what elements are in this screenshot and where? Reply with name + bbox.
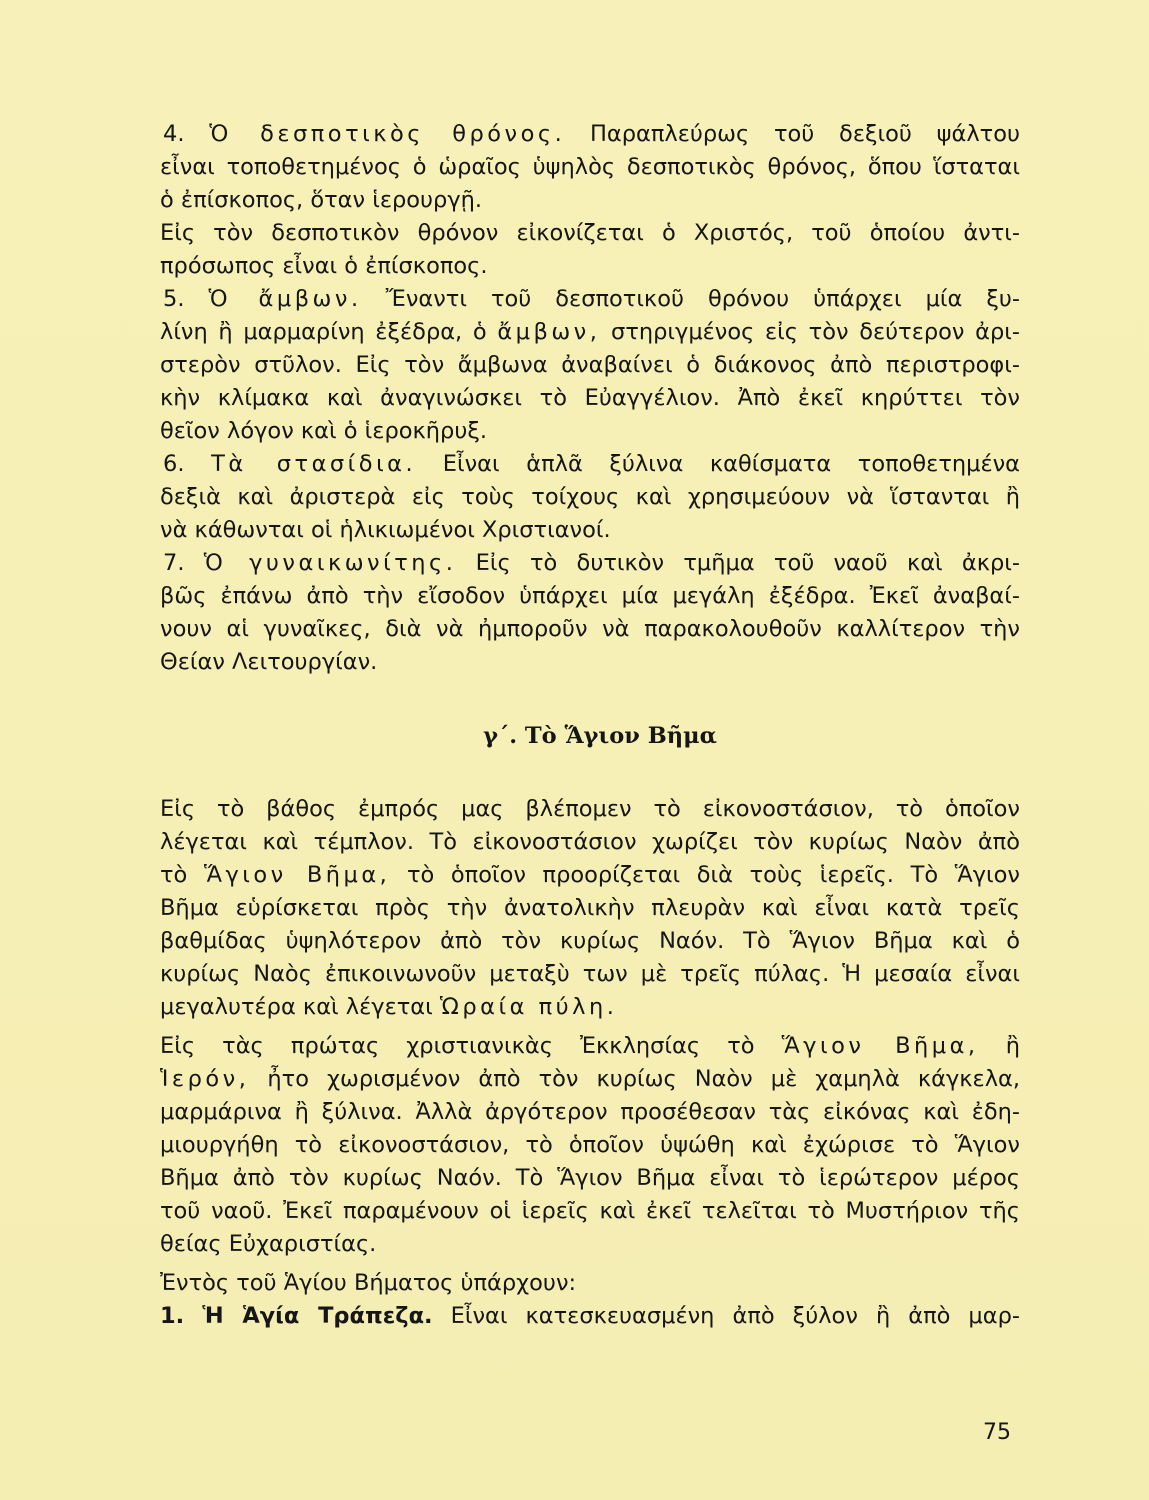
sec7-line-1: [160, 547, 1020, 580]
sec6-line-2: δεξιὰ καὶ ἀριστερὰ εἰς τοὺς τοίχους καὶ χρησιμεύουν νὰ ἵστανται ἢ: [160, 484, 1020, 510]
p1-line-4: Βῆμα εὑρίσκεται πρὸς τὴν ἀνατολικὴν πλευρὰν καὶ εἶναι κατὰ τρεῖς: [160, 895, 1020, 921]
spaced-term: Ὡραία πύλη.: [439, 994, 618, 1020]
spaced-term: Ἅγιον Βῆμα,: [781, 1033, 979, 1059]
sec7-line-2: βῶς ἐπάνω ἀπὸ τὴν εἴσοδον ὑπάρχει μία μεγάλη ἐξέδρα. Ἐκεῖ ἀναβαί-: [160, 583, 1020, 609]
p2-line-3: μαρμάρινα ἢ ξύλινα. Ἀλλὰ ἀργότερον προσέθεσαν τὰς εἰκόνας καὶ ἐδη-: [160, 1099, 1020, 1125]
sec4-line-1: [160, 118, 1020, 151]
sec5-line-3: στερὸν στῦλον. Εἰς τὸν ἄμβωνα ἀναβαίνει ὁ διάκονος ἀπὸ περιστροφι-: [160, 352, 1020, 378]
spacer: [160, 679, 1020, 719]
p1-line-5: βαθμίδας ὑψηλότερον ἀπὸ τὸν κυρίως Ναόν. Τὸ Ἅγιον Βῆμα καὶ ὁ: [160, 928, 1020, 954]
spacer: [160, 753, 1020, 793]
text-run: Εἰς τὸ δυτικὸν τμῆμα τοῦ ναοῦ καὶ ἀκρι-: [456, 550, 1021, 576]
spaced-term: Τὰ στασίδια.: [211, 451, 417, 477]
sec7-line-4: Θείαν Λειτουργίαν.: [160, 649, 378, 675]
sec5-line-4: κὴν κλίμακα καὶ ἀναγινώσκει τὸ Εὐαγγέλιον. Ἀπὸ ἐκεῖ κηρύττει τὸν: [160, 385, 1020, 411]
p2-line-5: Βῆμα ἀπὸ τὸν κυρίως Ναόν. Τὸ Ἅγιον Βῆμα εἶναι τὸ ἱερώτερον μέρος: [160, 1165, 1020, 1191]
p2-line-2: [160, 1063, 1020, 1096]
p1-line-6: κυρίως Ναὸς ἐπικοινωνοῦν μεταξὺ των μὲ τρεῖς πύλας. Ἡ μεσαία εἶναι: [160, 961, 1020, 987]
text-run: ἢ: [978, 1033, 1020, 1059]
p2-line-7: θείας Εὐχαριστίας.: [160, 1231, 377, 1257]
p1-line-1: Εἰς τὸ βάθος ἐμπρός μας βλέπομεν τὸ εἰκονοστάσιον, τὸ ὁποῖον: [160, 796, 1020, 822]
sec4-line-2: εἶναι τοποθετημένος ὁ ὡραῖος ὑψηλὸς δεσποτικὸς θρόνος, ὅπου ἵσταται: [160, 154, 1020, 180]
p2-line-6: τοῦ ναοῦ. Ἐκεῖ παραμένουν οἱ ἱερεῖς καὶ ἐκεῖ τελεῖται τὸ Μυστήριον τῆς: [160, 1198, 1020, 1224]
text-run: λίνη ἢ μαρμαρίνη ἐξέδρα, ὁ: [160, 319, 498, 345]
p2-line-1: [160, 1030, 1020, 1063]
text-run: Εἶναι κατεσκευασμένη ἀπὸ ξύλον ἢ ἀπὸ μαρ-: [432, 1303, 1020, 1329]
sec5-line-1: [160, 283, 1020, 316]
text-run: Παραπλεύρως τοῦ δεξιοῦ ψάλτου: [565, 121, 1021, 147]
text-run: στηριγμένος εἰς τὸν δεύτερον ἀρι-: [600, 319, 1020, 345]
p4-line-1: [160, 1300, 1020, 1333]
page-text: [160, 118, 1020, 1333]
sec4-line-3: ὁ ἐπίσκοπος, ὅταν ἱερουργῇ.: [160, 187, 483, 213]
sec4-line-4: Εἰς τὸν δεσποτικὸν θρόνον εἰκονίζεται ὁ Χριστός, τοῦ ὁποίου ἀντι-: [160, 220, 1020, 246]
spaced-term: Ὁ δεσποτικὸς θρόνος.: [209, 121, 566, 147]
sec6-line-3: νὰ κάθωνται οἱ ἡλικιωμένοι Χριστιανοί.: [160, 517, 611, 543]
text-run: ἦτο χωρισμένον ἀπὸ τὸν κυρίως Ναὸν μὲ χαμηλὰ κάγκελα,: [249, 1066, 1020, 1092]
text-run: Ἔναντι τοῦ δεσποτικοῦ θρόνου ὑπάρχει μία ξυ-: [361, 286, 1021, 312]
text-run: Εἶναι ἁπλᾶ ξύλινα καθίσματα τοποθετημένα: [416, 451, 1021, 477]
spaced-term: Ὁ ἄμβων.: [208, 286, 362, 312]
p1-line-2: λέγεται καὶ τέμπλον. Τὸ εἰκονοστάσιον χωρίζει τὸν κυρίως Ναὸν ἀπὸ: [160, 829, 1020, 855]
sec5-line-2: [160, 316, 1020, 349]
text-run: τὸ: [160, 862, 204, 888]
sec5-line-5: θεῖον λόγον καὶ ὁ ἱεροκῆρυξ.: [160, 418, 488, 444]
item-number: 4.: [163, 121, 185, 147]
text-run: τὸ ὁποῖον προορίζεται διὰ τοὺς ἱερεῖς. Τὸ Ἅγιον: [390, 862, 1020, 888]
p3-line-1: Ἐντὸς τοῦ Ἁγίου Βήματος ὑπάρχουν:: [160, 1270, 577, 1296]
sec6-line-1: [160, 448, 1020, 481]
bold-term: Ἡ Ἁγία Τράπεζα.: [202, 1303, 433, 1329]
p2-line-4: μιουργήθη τὸ εἰκονοστάσιον, τὸ ὁποῖον ὑψώθη καὶ ἐχώρισε τὸ Ἅγιον: [160, 1132, 1020, 1158]
sec4-line-5: πρόσωπος εἶναι ὁ ἐπίσκοπος.: [160, 253, 488, 279]
spaced-term: Ὁ γυναικωνίτης.: [203, 550, 457, 576]
spaced-term: Ἱερόν,: [160, 1066, 250, 1092]
item-number: 7.: [163, 550, 185, 576]
spaced-term: ἄμβων,: [497, 319, 601, 345]
section-title: γ΄. Τὸ Ἅγιον Βῆμα: [483, 723, 717, 749]
item-number: 6.: [163, 451, 185, 477]
spaced-term: Ἅγιον Βῆμα,: [203, 862, 391, 888]
item-number: 1.: [160, 1303, 185, 1329]
item-number: 5.: [163, 286, 185, 312]
p1-line-7: [160, 991, 1020, 1024]
text-run: Εἰς τὰς πρώτας χριστιανικὰς Ἐκκλησίας τὸ: [160, 1033, 782, 1059]
sec7-line-3: νουν αἱ γυναῖκες, διὰ νὰ ἠμποροῦν νὰ παρακολουθοῦν καλλίτερον τὴν: [160, 616, 1020, 642]
p1-line-3: [160, 859, 1020, 892]
page-number: 75: [983, 1420, 1011, 1445]
text-run: μεγαλυτέρα καὶ λέγεται: [160, 994, 440, 1020]
